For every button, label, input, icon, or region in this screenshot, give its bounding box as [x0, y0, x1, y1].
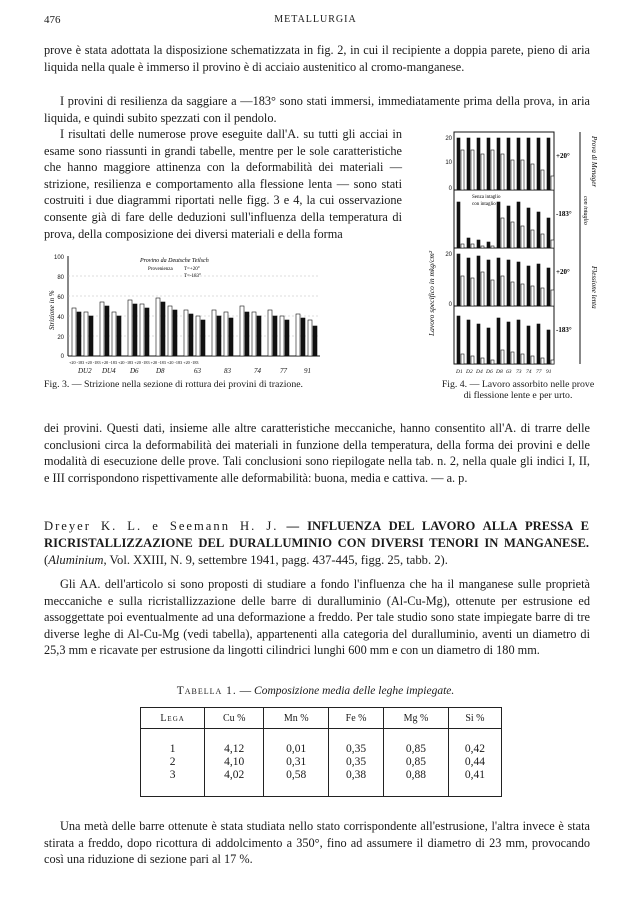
chart-bar	[501, 276, 504, 306]
chart-bar	[161, 302, 165, 356]
chart-bar	[491, 150, 494, 190]
chart-bar	[531, 356, 534, 364]
chart-bar	[507, 206, 510, 248]
chart-bar	[547, 268, 550, 306]
table-header-cell: Mn %	[264, 708, 329, 729]
chart-bar	[112, 312, 116, 356]
chart-bar	[471, 356, 474, 364]
table-row	[141, 756, 502, 769]
chart-bar	[551, 290, 554, 306]
chart-bar	[189, 314, 193, 356]
chart-bar	[481, 154, 484, 190]
fig3-legend-c: T=-183°	[184, 274, 202, 279]
intro-paragraph-2: I provini di resilienza da saggiare a —183° sono stati immersi, immediatamente prima della prova, in aria liquida, e quindi subito spezzati con il pendolo.	[44, 94, 590, 125]
table-cell: 0,44	[448, 756, 501, 769]
intro-paragraph-3: I risultati delle numerose prove eseguite dall'A. su tutti gli acciai in esame sono riassunti in grandi tabelle, mentre per le sole caratteristiche che hanno maggiore attinenza con la deformabilità dei materiali — strizione, resilienza e comportamento alla flessione lenta — sono stati costruiti i due diagrammi riportati nelle figg. 3 e 4, la cui osservazione consente già di fare delle deduzioni sull'influenza della temperatura di prova, della composizione dei diversi materiali e della forma	[44, 127, 402, 241]
chart-bar	[133, 304, 137, 356]
chart-bar	[517, 320, 520, 364]
fig3-group-label: 63	[194, 367, 201, 375]
chart-bar	[168, 306, 172, 356]
article-heading: Dreyer K. L. e Seemann H. J. — INFLUENZA DEL LAVORO ALLA PRESSA E RICRISTALLIZZAZIONE DEL DURALLUMINIO CON DIVERSI TENORI IN MANGANESE. (Aluminium, Vol. XXIII, N. 9, settembre 1941, pagg. 437-445, figg. 25, tabb. 2).	[44, 519, 590, 567]
fig4-legend-1: Senza intaglio	[472, 195, 501, 200]
figure-3-caption: Fig. 3. — Strizione nella sezione di rottura dei provini di trazione.	[44, 379, 304, 390]
fig4-group-label: 77	[536, 369, 542, 375]
chart-bar	[491, 246, 494, 248]
chart-bar	[140, 304, 144, 356]
chart-bar	[268, 310, 272, 356]
table-header-cell: Si %	[448, 708, 501, 729]
fig3-ylabel: Strizione in %	[48, 290, 56, 330]
running-title: METALLURGIA	[274, 14, 357, 25]
article-title: — INFLUENZA DEL LAVORO ALLA PRESSA E RICRISTALLIZZAZIONE DEL DURALLUMINIO CON DIVERSI TENORI IN MANGANESE.	[44, 519, 590, 550]
chart-bar	[491, 360, 494, 364]
chart-bar	[212, 310, 216, 356]
fig3-ytick: 100	[53, 255, 64, 261]
chart-bar	[477, 324, 480, 364]
fig4-side-label-1b: con intaglio	[582, 196, 588, 225]
table-cell: 4,10	[205, 756, 264, 769]
chart-bar	[467, 138, 470, 190]
fig4-side-label-2: Flessione lenta	[590, 266, 598, 309]
fig4-ytick: 0	[448, 186, 452, 192]
fig3-group-label: DU4	[102, 367, 116, 375]
chart-bar	[537, 212, 540, 248]
chart-bar	[487, 242, 490, 248]
chart-bar	[301, 318, 305, 356]
table-1-caption: Composizione media delle leghe impiegate.	[254, 685, 455, 697]
article-journal: Aluminium	[48, 553, 104, 567]
table-header-row	[141, 708, 502, 729]
chart-bar	[511, 160, 514, 190]
figure-3-chart	[44, 250, 344, 378]
fig3-legend-a: Provenienza	[148, 267, 173, 272]
fig3-group-label: D6	[130, 367, 139, 375]
chart-bar	[128, 300, 132, 356]
table-cell: 1	[169, 743, 176, 755]
table-cell: 4,02	[205, 769, 264, 797]
table-1-title: Tabella 1. — Composizione media delle leghe impiegate.	[176, 685, 455, 697]
fig4-label-m183: -183°	[556, 326, 572, 334]
chart-bar	[527, 266, 530, 306]
chart-bar	[461, 244, 464, 248]
chart-bar	[487, 138, 490, 190]
table-cell: 0,58	[264, 769, 329, 797]
chart-bar	[501, 218, 504, 248]
chart-bar	[541, 170, 544, 190]
chart-bar	[457, 138, 460, 190]
chart-bar	[497, 138, 500, 190]
chart-bar	[487, 260, 490, 306]
table-header-cell: Fe %	[329, 708, 384, 729]
chart-bar	[507, 260, 510, 306]
chart-bar	[313, 326, 317, 356]
chart-bar	[273, 316, 277, 356]
chart-bar	[521, 354, 524, 364]
chart-bar	[551, 176, 554, 190]
table-header-cell: Mg %	[384, 708, 449, 729]
chart-bar	[491, 280, 494, 306]
chart-bar	[461, 150, 464, 190]
fig4-group-label: 74	[526, 369, 532, 375]
page-number: 476	[44, 14, 61, 26]
fig4-group-label: D4	[476, 369, 483, 375]
chart-bar	[201, 320, 205, 356]
composition-table	[140, 707, 502, 797]
fig3-group-label: 77	[280, 367, 287, 375]
chart-bar	[457, 316, 460, 364]
fig3-ytick: 60	[57, 295, 64, 301]
chart-bar	[224, 312, 228, 356]
chart-bar	[511, 352, 514, 364]
chart-bar	[156, 298, 160, 356]
table-header-cell: Lega	[141, 708, 205, 729]
chart-bar	[541, 358, 544, 364]
chart-bar	[252, 312, 256, 356]
intro-paragraph-1: prove è stata adottata la disposizione schematizzata in fig. 2, in cui il recipiente a doppia parete, pieno di aria liquida nella quale è immerso il provino è di acciaio austenitico al cromo-manganese.	[44, 43, 590, 74]
chart-bar	[531, 230, 534, 248]
chart-bar	[105, 306, 109, 356]
fig4-label-p20: +20°	[556, 152, 570, 160]
chart-bar	[240, 306, 244, 356]
article-paragraph-2: Una metà delle barre ottenute è stata studiata nello stato corrispondente all'estrusione, l'altra invece è stata stirata a freddo, dopo ricottura di addolcimento a 350°, fino ad assumere il diametro di 23 mm, provocando così una riduzione di sezione pari al 17 %.	[44, 819, 590, 867]
chart-bar	[531, 164, 534, 190]
table-cell: 0,41	[448, 769, 501, 797]
fig4-group-label: D8	[496, 369, 503, 375]
article-paragraph-1: Gli AA. dell'articolo si sono proposti di studiare a fondo l'influenza che ha il manganese sulle proprietà meccaniche e sulla ricristallizzazione delle barre di duralluminio (Al-Cu-Mg), ottenute per estrusione ed assoggettate poi eventualmente ad una deformazione a freddo. Per tale studio sono state impiegate barre di tre diverse leghe di Al-Cu-Mg (vedi tabella), appartenenti alla categoria del duralluminio, aventi un diametro di 25,3 mm e ricavate per estrusione da lingotti cilindrici lunghi 600 mm e con un diametro di 180 mm.	[44, 577, 590, 658]
chart-bar	[145, 308, 149, 356]
article-citation: , Vol. XXIII, N. 9, settembre 1941, pagg. 437-445, figg. 25, tabb. 2).	[103, 553, 448, 567]
chart-bar	[547, 218, 550, 248]
chart-bar	[517, 202, 520, 248]
chart-bar	[173, 310, 177, 356]
fig4-side-label-1: Prova di Menager	[590, 136, 598, 188]
table-1-label: Tabella 1.	[176, 685, 237, 697]
page-header	[0, 14, 631, 30]
fig4-ytick: 20	[445, 252, 452, 258]
figure-4-chart	[412, 126, 602, 378]
chart-bar	[507, 322, 510, 364]
chart-bar	[497, 258, 500, 306]
article-authors: Dreyer K. L. e Seemann H. J.	[44, 519, 279, 533]
chart-bar	[521, 226, 524, 248]
table-cell: 0,31	[264, 756, 329, 769]
chart-bar	[497, 202, 500, 248]
chart-bar	[527, 138, 530, 190]
chart-bar	[471, 278, 474, 306]
chart-bar	[477, 256, 480, 306]
table-header-cell: Cu %	[205, 708, 264, 729]
chart-bar	[471, 244, 474, 248]
chart-bar	[537, 138, 540, 190]
chart-bar	[257, 316, 261, 356]
chart-bar	[541, 234, 544, 248]
chart-bar	[184, 310, 188, 356]
chart-bar	[84, 312, 88, 356]
chart-bar	[461, 354, 464, 364]
chart-bar	[285, 320, 289, 356]
fig3-legend-title: Provino da Deutsche Teilsch	[140, 258, 209, 264]
chart-bar	[511, 222, 514, 248]
table-cell: 4,12	[205, 743, 264, 756]
chart-bar	[531, 286, 534, 306]
chart-bar	[457, 254, 460, 306]
chart-bar	[537, 324, 540, 364]
chart-bar	[481, 358, 484, 364]
fig4-group-label: D6	[486, 369, 493, 375]
chart-bar	[517, 138, 520, 190]
fig3-group-label: DU2	[78, 367, 92, 375]
chart-bar	[100, 302, 104, 356]
chart-bar	[77, 312, 81, 356]
fig3-temp-labels: +20 -183 +20 -183 +20 -183 +20 -183 +20 -183 +20 -183 +20 -183 +20 -183	[69, 360, 199, 365]
fig4-legend-2: con intaglio	[472, 202, 496, 207]
table-row	[141, 769, 502, 797]
fig4-ytick: 20	[445, 136, 452, 142]
table-cell: 2	[169, 756, 176, 768]
chart-bar	[501, 154, 504, 190]
fig3-ytick: 20	[57, 335, 64, 341]
fig4-group-label: 63	[506, 369, 512, 375]
chart-bar	[467, 258, 470, 306]
chart-bar	[481, 246, 484, 248]
chart-bar	[511, 282, 514, 306]
fig4-group-label: D2	[466, 369, 473, 375]
chart-bar	[497, 318, 500, 364]
chart-bar	[547, 330, 550, 364]
chart-bar	[517, 262, 520, 306]
chart-bar	[487, 328, 490, 364]
table-cell: 0,35	[329, 756, 384, 769]
chart-bar	[547, 138, 550, 190]
chart-bar	[217, 316, 221, 356]
fig4-group-label: 91	[546, 369, 552, 375]
chart-bar	[280, 316, 284, 356]
chart-bar	[461, 276, 464, 306]
chart-bar	[229, 318, 233, 356]
table-cell: 0,35	[329, 743, 384, 756]
chart-bar	[541, 288, 544, 306]
fig3-group-label: 91	[304, 367, 311, 375]
chart-bar	[457, 202, 460, 248]
fig3-ytick: 40	[57, 315, 64, 321]
fig4-ytick: 10	[445, 160, 452, 166]
fig4-ytick: 0	[448, 302, 452, 308]
chart-bar	[537, 264, 540, 306]
chart-bar	[527, 208, 530, 248]
chart-bar	[296, 314, 300, 356]
chart-bar	[521, 160, 524, 190]
table-cell: 0,38	[329, 769, 384, 797]
chart-bar	[521, 284, 524, 306]
fig4-label-m183: -183°	[556, 210, 572, 218]
chart-bar	[477, 240, 480, 248]
fig4-group-label: 73	[516, 369, 522, 375]
chart-bar	[467, 238, 470, 248]
chart-bar	[72, 308, 76, 356]
chart-bar	[501, 350, 504, 364]
chart-bar	[477, 138, 480, 190]
chart-bar	[308, 320, 312, 356]
fig3-legend-b: T=+20°	[184, 267, 200, 272]
fig4-ylabel: Lavoro specifico in mkg/cm²	[427, 250, 436, 336]
chart-bar	[467, 320, 470, 364]
fig4-group-label: D1	[456, 369, 463, 375]
chart-bar	[471, 150, 474, 190]
fig3-ytick: 0	[60, 354, 64, 360]
figure-4-caption: Fig. 4. — Lavoro assorbito nelle prove di flessione lente e per urto.	[441, 379, 595, 401]
fig3-group-label: 83	[224, 367, 231, 375]
table-cell: 0,88	[384, 769, 449, 797]
table-cell: 0,01	[264, 743, 329, 756]
fig3-group-label: 74	[254, 367, 261, 375]
chart-bar	[551, 360, 554, 364]
fig3-ytick: 80	[57, 275, 64, 281]
chart-bar	[507, 138, 510, 190]
table-cell: 0,85	[384, 743, 449, 756]
chart-bar	[117, 316, 121, 356]
chart-bar	[89, 316, 93, 356]
chart-bar	[551, 240, 554, 248]
table-row	[141, 743, 502, 756]
fig3-group-label: D8	[156, 367, 165, 375]
table-cell: 0,42	[448, 743, 501, 756]
table-cell: 0,85	[384, 756, 449, 769]
chart-bar	[481, 272, 484, 306]
chart-bar	[245, 312, 249, 356]
chart-bar	[196, 316, 200, 356]
intro-paragraph-4: dei provini. Questi dati, insieme alle altre caratteristiche meccaniche, hanno consentito all'A. di trarre delle conclusioni circa la deformabilità dei materiali in funzione della temperatura, della forma dei provini e delle modalità di esecuzione delle prove. Tali conclusioni sono riepilogate nella tab. n. 2, nella quale gli indici I, II, e III corrispondono rispettivamente alle deformabilità: buona, media e cattiva. — a. p.	[44, 421, 590, 485]
chart-bar	[527, 326, 530, 364]
table-cell: 3	[169, 769, 176, 781]
fig4-label-p20: +20°	[556, 268, 570, 276]
